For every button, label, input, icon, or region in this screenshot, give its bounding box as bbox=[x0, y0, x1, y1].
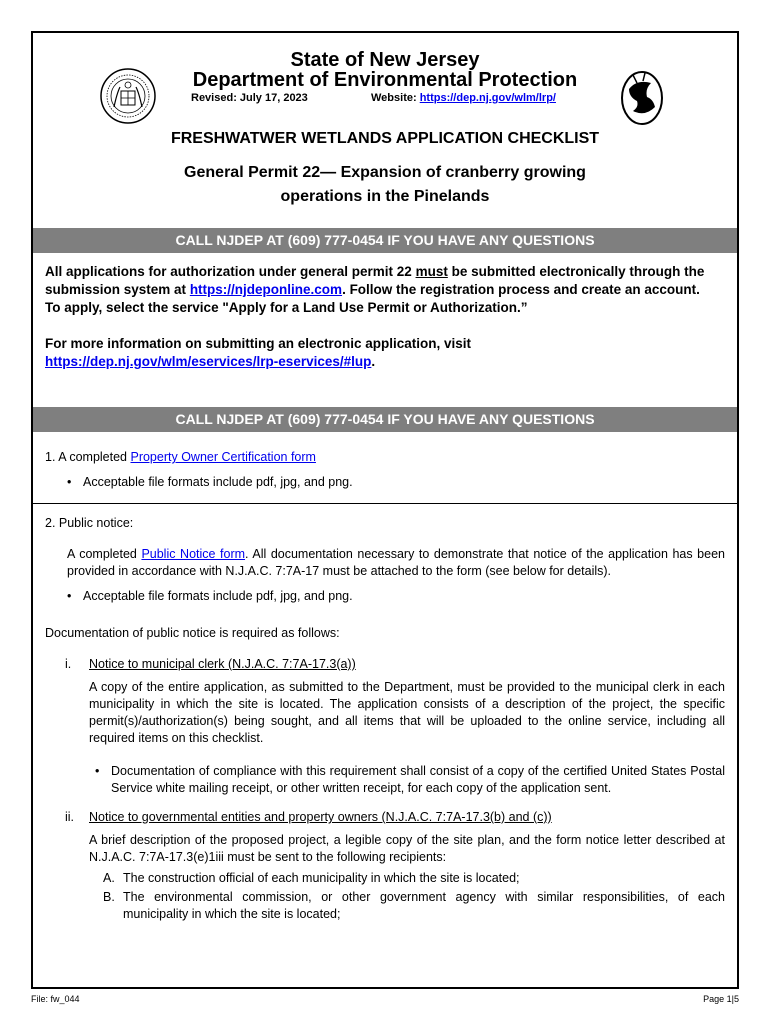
intro-must: must bbox=[415, 264, 448, 279]
document-header bbox=[33, 33, 737, 229]
item-1 bbox=[45, 449, 725, 491]
notice-ii-paragraph: A brief description of the proposed project, a legible copy of the site plan, and the form notice letter described at N.J.A.C. 7:7A-17.3(e)1iii must be sent to the following recipients: bbox=[89, 833, 725, 864]
njdeponline-link[interactable]: https://njdeponline.com bbox=[189, 282, 343, 297]
item-1-prefix: 1. A completed bbox=[45, 450, 131, 464]
intro-paragraph-1 bbox=[45, 263, 717, 317]
divider bbox=[33, 503, 737, 504]
call-banner-bottom: CALL NJDEP AT (609) 777-0454 IF YOU HAVE ANY QUESTIONS bbox=[33, 407, 737, 432]
intro-section bbox=[45, 263, 717, 371]
property-owner-certification-link[interactable]: Property Owner Certification form bbox=[130, 450, 316, 464]
eservices-link[interactable]: https://dep.nj.gov/wlm/eservices/lrp-eservices/#lup bbox=[45, 354, 372, 369]
document-frame bbox=[31, 31, 739, 989]
item-2-bullet: • Acceptable file formats include pdf, jpg, and png. bbox=[61, 588, 725, 605]
notice-i-paragraph: A copy of the entire application, as submitted to the Department, must be provided to the municipal clerk in each municipality in which the site is located. The application consists of a description of the project, the specific permit(s)/authorization(s) being sought, and all items that will be uploaded to the online service, including all required items on this checklist. bbox=[89, 680, 725, 745]
footer-page: Page 1|5 bbox=[703, 994, 739, 1004]
notice-i bbox=[45, 656, 725, 797]
notice-ii bbox=[45, 809, 725, 923]
call-banner-top: CALL NJDEP AT (609) 777-0454 IF YOU HAVE ANY QUESTIONS bbox=[33, 228, 737, 253]
item-2 bbox=[45, 515, 725, 923]
documentation-intro: Documentation of public notice is required as follows: bbox=[45, 626, 340, 640]
permit-title-line2: operations in the Pinelands bbox=[280, 188, 490, 205]
recipient-B-label: B. bbox=[103, 890, 115, 904]
recipient-B bbox=[89, 889, 725, 923]
recipient-A-label: A. bbox=[103, 871, 115, 885]
item-2-text-b: . All documentation necessary to demonstrate that notice of the application has been provided in accordance with N.J.A.C. 7:7A-17 must be attached to the form (see below for details). bbox=[67, 547, 725, 578]
notice-i-number: i. bbox=[65, 657, 72, 671]
item-2-text-a: A completed bbox=[67, 547, 142, 561]
item-2-paragraph bbox=[67, 546, 725, 580]
notice-ii-heading: Notice to governmental entities and property owners (N.J.A.C. 7:7A-17.3(b) and (c)) bbox=[89, 810, 552, 824]
footer-file: File: fw_044 bbox=[31, 994, 80, 1004]
intro-text-d: For more information on submitting an electronic application, visit bbox=[45, 336, 472, 351]
notice-i-heading: Notice to municipal clerk (N.J.A.C. 7:7A-17.3(a)) bbox=[89, 657, 356, 671]
recipient-B-text: The environmental commission, or other government agency with similar responsibilities, of each municipality in which the site is located; bbox=[123, 890, 725, 921]
website-link[interactable]: https://dep.nj.gov/wlm/lrp/ bbox=[419, 92, 556, 104]
item-2-label: 2. Public notice: bbox=[45, 516, 134, 530]
notice-ii-number: ii. bbox=[65, 810, 75, 824]
recipient-A-text: The construction official of each municipality in which the site is located; bbox=[123, 871, 520, 885]
item-1-text bbox=[45, 449, 725, 466]
recipient-A bbox=[89, 870, 725, 887]
intro-paragraph-2 bbox=[45, 335, 717, 371]
website-label: Website: bbox=[371, 92, 417, 104]
intro-period: . bbox=[371, 354, 376, 369]
item-1-bullet: • Acceptable file formats include pdf, jpg, and png. bbox=[61, 474, 725, 491]
intro-text-a: All applications for authorization under general permit 22 bbox=[45, 264, 416, 279]
department-title: Department of Environmental Protection bbox=[192, 69, 578, 91]
intro-text-b: be submitted electronically through the submission system at bbox=[45, 264, 705, 297]
notice-i-bullet: • Documentation of compliance with this requirement shall consist of a copy of the certified United States Postal Service white mailing receipt, or other written receipt, for each copy of the application sent. bbox=[89, 763, 725, 797]
state-title: State of New Jersey bbox=[290, 49, 480, 71]
permit-title bbox=[183, 161, 587, 209]
permit-title-line1: General Permit 22— Expansion of cranberry growing bbox=[184, 164, 586, 181]
public-notice-form-link[interactable]: Public Notice form bbox=[141, 547, 246, 561]
intro-text-c: . Follow the registration process and create an account. To apply, select the service "Apply for a Land Use Permit or Authorization.” bbox=[45, 282, 700, 315]
website-line bbox=[371, 92, 556, 104]
checklist-title: FRESHWATWER WETLANDS APPLICATION CHECKLIST bbox=[170, 130, 600, 147]
revised-date: Revised: July 17, 2023 bbox=[191, 92, 308, 104]
